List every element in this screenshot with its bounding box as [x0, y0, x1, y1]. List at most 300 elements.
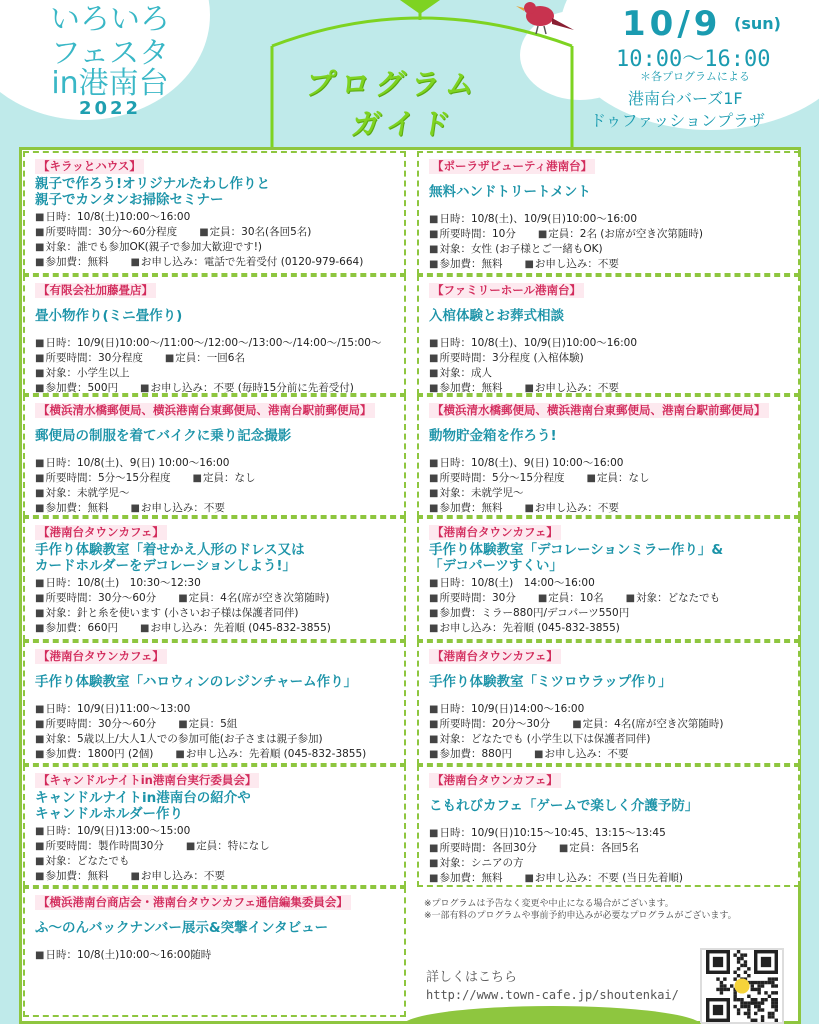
venue-line1: 港南台バーズ1F	[628, 89, 743, 108]
program-details	[35, 456, 396, 516]
detail-item	[130, 501, 224, 516]
detail-item	[175, 747, 366, 762]
detail-text: 対象：小学生以上	[45, 367, 130, 379]
detail-item	[35, 717, 156, 732]
detail-item	[429, 576, 595, 591]
square-bullet-icon: ■	[429, 719, 439, 730]
square-bullet-icon: ■	[429, 458, 439, 469]
detail-item	[429, 381, 502, 395]
square-bullet-icon: ■	[35, 856, 45, 867]
detail-row	[35, 255, 396, 270]
program-organizer: 【港南台タウンカフェ】	[429, 525, 561, 540]
detail-text: お申し込み：不要	[534, 382, 619, 394]
square-bullet-icon: ■	[429, 623, 439, 634]
detail-row	[35, 366, 396, 381]
detail-item	[429, 366, 492, 381]
program-details	[429, 576, 790, 636]
detail-item	[35, 225, 177, 240]
detail-text: 所要時間：製作時間30分	[45, 840, 164, 852]
detail-text: 対象：女性 (お子様とご一緒もOK)	[439, 243, 603, 255]
detail-text: 参加費：無料	[45, 256, 109, 268]
detail-row	[35, 486, 396, 501]
detail-row	[429, 826, 790, 841]
detail-row	[35, 381, 396, 395]
program-title: 入棺体験とお葬式相談	[429, 308, 564, 324]
square-bullet-icon: ■	[140, 383, 150, 394]
square-bullet-icon: ■	[429, 749, 439, 760]
detail-item	[538, 591, 604, 606]
detail-text: 定員：一回6名	[175, 352, 245, 364]
square-bullet-icon: ■	[35, 841, 45, 852]
detail-text: お申し込み：先着順 (045-832-3855)	[185, 748, 367, 760]
square-bullet-icon: ■	[429, 488, 439, 499]
program-details	[429, 456, 790, 516]
program-organizer: 【港南台タウンカフェ】	[35, 525, 167, 540]
square-bullet-icon: ■	[35, 578, 45, 589]
detail-text: 参加費：500円	[45, 382, 118, 394]
detail-item	[429, 591, 516, 606]
detail-text: 所要時間：20分〜30分	[439, 718, 551, 730]
detail-text: 日時：10/8(土)10:00〜16:00随時	[45, 949, 212, 961]
square-bullet-icon: ■	[572, 719, 582, 730]
detail-item	[35, 854, 129, 869]
detail-text: 日時：10/8(土) 14:00〜16:00	[439, 577, 595, 589]
detail-item	[140, 381, 354, 395]
festival-title-line3: in港南台	[51, 66, 169, 101]
detail-text: 対象：5歳以上/大人1人での参加可能(お子さまは親子参加)	[45, 733, 323, 745]
program-card	[23, 275, 406, 395]
program-card	[417, 765, 800, 887]
detail-row	[35, 747, 396, 762]
program-card	[417, 275, 800, 395]
detail-text: 参加費：無料	[45, 870, 109, 882]
square-bullet-icon: ■	[429, 503, 439, 514]
detail-item	[130, 255, 363, 270]
square-bullet-icon: ■	[558, 843, 569, 854]
square-bullet-icon: ■	[35, 623, 45, 634]
square-bullet-icon: ■	[524, 503, 534, 514]
square-bullet-icon: ■	[130, 257, 140, 268]
detail-text: 参加費：880円	[439, 748, 512, 760]
square-bullet-icon: ■	[429, 828, 439, 839]
program-title: 親子で作ろう!オリジナルたわし作りと 親子でカンタンお掃除セミナー	[35, 176, 270, 208]
detail-row	[429, 606, 790, 621]
detail-row	[429, 732, 790, 747]
program-title: キャンドルナイトin港南台の紹介や キャンドルホルダー作り	[35, 790, 251, 822]
detail-row	[429, 856, 790, 871]
detail-text: 所要時間：10分	[439, 228, 516, 240]
detail-item	[429, 747, 512, 762]
detail-text: 対象：成人	[439, 367, 492, 379]
detail-row	[429, 501, 790, 516]
detail-row	[429, 257, 790, 272]
guide-title-line2: ガイド	[349, 107, 459, 141]
detail-text: 対象：針と糸を使います (小さいお子様は保護者同伴)	[45, 607, 299, 619]
detail-item	[199, 225, 311, 240]
detail-row	[429, 576, 790, 591]
detail-item	[429, 841, 537, 856]
detail-text: 対象：どなたでも	[636, 592, 721, 604]
detail-row	[429, 242, 790, 257]
square-bullet-icon: ■	[192, 473, 202, 484]
program-card	[23, 765, 406, 887]
square-bullet-icon: ■	[164, 353, 175, 364]
program-card	[417, 151, 800, 275]
detail-text: お申し込み：不要	[544, 748, 629, 760]
detail-item	[524, 501, 618, 516]
square-bullet-icon: ■	[429, 383, 439, 394]
notes	[424, 898, 784, 922]
square-bullet-icon: ■	[537, 593, 548, 604]
detail-item	[538, 227, 703, 242]
square-bullet-icon: ■	[130, 503, 140, 514]
detail-text: 所要時間：5分〜15分程度	[439, 472, 565, 484]
square-bullet-icon: ■	[35, 368, 45, 379]
detail-text: 参加費：無料	[45, 502, 109, 514]
square-bullet-icon: ■	[35, 353, 45, 364]
square-bullet-icon: ■	[35, 227, 45, 238]
detail-text: 参加費：660円	[45, 622, 118, 634]
detail-item	[626, 591, 720, 606]
program-organizer: 【横浜清水橋郵便局、横浜港南台東郵便局、港南台駅前郵便局】	[429, 403, 769, 418]
program-title: 郵便局の制服を着てバイクに乗り記念撮影	[35, 428, 292, 444]
square-bullet-icon: ■	[524, 259, 534, 270]
detail-item	[35, 240, 262, 255]
detail-item	[35, 839, 164, 854]
detail-row	[35, 471, 396, 486]
program-title: ふ〜のんバックナンバー展示&突撃インタビュー	[35, 920, 329, 936]
detail-row	[35, 456, 396, 471]
program-details	[35, 824, 396, 884]
detail-row	[35, 621, 396, 636]
program-organizer: 【港南台タウンカフェ】	[35, 649, 167, 664]
detail-text: 対象：どなたでも	[45, 855, 130, 867]
detail-row	[35, 576, 396, 591]
square-bullet-icon: ■	[429, 338, 439, 349]
square-bullet-icon: ■	[429, 843, 439, 854]
detail-item	[140, 621, 331, 636]
detail-text: お申し込み：不要 (当日先着順)	[534, 872, 683, 884]
detail-row	[35, 854, 396, 869]
program-details	[35, 210, 396, 270]
detail-item	[35, 456, 229, 471]
more-info-label: 詳しくはこちら	[426, 970, 518, 985]
program-organizer: 【有限会社加藤畳店】	[35, 283, 156, 298]
detail-text: 日時：10/9(日)11:00〜13:00	[45, 703, 191, 715]
detail-text: 所要時間：30分〜60分程度	[45, 226, 178, 238]
detail-row	[429, 212, 790, 227]
detail-item	[534, 747, 628, 762]
detail-text: 定員：2名 (お席が空き次第随時)	[548, 228, 703, 240]
square-bullet-icon: ■	[524, 873, 534, 884]
qr-code-icon[interactable]	[700, 948, 784, 1024]
detail-text: 日時：10/9(日)13:00〜15:00	[45, 825, 191, 837]
detail-item	[186, 839, 270, 854]
program-organizer: 【キャンドルナイトin港南台実行委員会】	[35, 773, 259, 788]
detail-text: 日時：10/9(日)10:00〜/11:00〜/12:00〜/13:00〜/14:00〜/15:00〜	[45, 337, 382, 349]
detail-item	[35, 255, 108, 270]
detail-text: 定員：5組	[188, 718, 238, 730]
detail-row	[429, 486, 790, 501]
detail-item	[35, 576, 201, 591]
detail-text: 定員：10名	[548, 592, 604, 604]
square-bullet-icon: ■	[524, 383, 534, 394]
square-bullet-icon: ■	[35, 950, 45, 961]
square-bullet-icon: ■	[429, 873, 439, 884]
event-day-of-week: (sun)	[734, 14, 781, 33]
guide-title-line1: プログラム	[303, 67, 483, 101]
square-bullet-icon: ■	[429, 608, 439, 619]
detail-item	[429, 471, 565, 486]
detail-text: 定員：4名(席が空き次第随時)	[188, 592, 330, 604]
festival-title-line2: フェスタ	[50, 36, 170, 71]
square-bullet-icon: ■	[35, 458, 45, 469]
program-details	[429, 336, 790, 395]
detail-row	[429, 591, 790, 606]
program-title: 畳小物作り(ミニ畳作り)	[35, 308, 183, 324]
detail-item	[429, 826, 666, 841]
detail-item	[35, 501, 108, 516]
detail-text: 対象：未就学児〜	[45, 487, 130, 499]
program-organizer: 【横浜清水橋郵便局、横浜港南台東郵便局、港南台駅前郵便局】	[35, 403, 375, 418]
festival-title-line1: いろいろ	[50, 2, 170, 37]
detail-item	[165, 351, 245, 366]
program-title: 手作り体験教室「デコレーションミラー作り」& 「デコパーツすくい」	[429, 542, 724, 574]
detail-text: 定員：なし	[596, 472, 650, 484]
square-bullet-icon: ■	[429, 473, 439, 484]
square-bullet-icon: ■	[429, 858, 439, 869]
detail-row	[429, 471, 790, 486]
square-bullet-icon: ■	[175, 749, 185, 760]
detail-item	[35, 702, 190, 717]
detail-text: 参加費：無料	[439, 502, 503, 514]
detail-item	[35, 351, 143, 366]
detail-item	[193, 471, 256, 486]
square-bullet-icon: ■	[185, 841, 196, 852]
detail-item	[130, 869, 224, 884]
square-bullet-icon: ■	[429, 578, 439, 589]
detail-row	[429, 841, 790, 856]
detail-text: お申し込み：先着順 (045-832-3855)	[439, 622, 620, 634]
program-card	[23, 887, 406, 1017]
detail-item	[429, 486, 523, 501]
detail-text: 参加費：無料	[439, 872, 503, 884]
detail-row	[35, 948, 396, 963]
detail-text: 日時：10/8(土) 10:30〜12:30	[45, 577, 201, 589]
program-title: 無料ハンドトリートメント	[429, 184, 591, 200]
square-bullet-icon: ■	[130, 871, 140, 882]
detail-item	[35, 732, 323, 747]
program-card	[23, 395, 406, 517]
square-bullet-icon: ■	[35, 383, 45, 394]
detail-row	[35, 824, 396, 839]
detail-item	[178, 591, 329, 606]
detail-text: 参加費：ミラー880円/デコパーツ550円	[439, 607, 630, 619]
detail-text: 所要時間：30分	[439, 592, 516, 604]
program-details	[429, 212, 790, 272]
square-bullet-icon: ■	[35, 704, 45, 715]
detail-text: お申し込み：不要	[534, 258, 619, 270]
detail-text: 定員：4名(席が空き次第随時)	[582, 718, 724, 730]
detail-item	[35, 606, 298, 621]
square-bullet-icon: ■	[35, 826, 45, 837]
square-bullet-icon: ■	[140, 623, 150, 634]
more-info-link[interactable]: http://www.town-cafe.jp/shoutenkai/	[426, 988, 679, 1002]
program-organizer: 【港南台タウンカフェ】	[429, 649, 561, 664]
detail-item	[35, 869, 108, 884]
square-bullet-icon: ■	[35, 608, 45, 619]
detail-text: 対象：シニアの方	[439, 857, 524, 869]
program-organizer: 【ファミリーホール港南台】	[429, 283, 584, 298]
program-card	[417, 395, 800, 517]
square-bullet-icon: ■	[178, 719, 188, 730]
square-bullet-icon: ■	[537, 229, 548, 240]
detail-row	[35, 869, 396, 884]
detail-row	[35, 717, 396, 732]
detail-item	[35, 366, 129, 381]
detail-row	[35, 351, 396, 366]
program-details	[35, 576, 396, 636]
detail-text: 日時：10/8(土)、10/9(日)10:00〜16:00	[439, 213, 638, 225]
square-bullet-icon: ■	[429, 593, 439, 604]
program-organizer: 【ポーラザビューティ港南台】	[429, 159, 595, 174]
detail-item	[429, 257, 502, 272]
detail-item	[35, 210, 190, 225]
event-date: 10/9	[622, 4, 722, 44]
square-bullet-icon: ■	[35, 503, 45, 514]
detail-row	[35, 732, 396, 747]
detail-text: 参加費：無料	[439, 258, 503, 270]
detail-item	[35, 486, 129, 501]
program-title: こもれびカフェ「ゲームで楽しく介護予防」	[429, 798, 699, 814]
detail-row	[429, 702, 790, 717]
event-time-note: ＊各プログラムによる	[640, 70, 750, 83]
detail-item	[35, 381, 118, 395]
square-bullet-icon: ■	[429, 368, 439, 379]
square-bullet-icon: ■	[429, 214, 439, 225]
square-bullet-icon: ■	[35, 719, 45, 730]
detail-text: 所要時間：各回30分	[439, 842, 537, 854]
detail-text: お申し込み：不要	[534, 502, 619, 514]
detail-text: 所要時間：3分程度 (入棺体験)	[439, 352, 584, 364]
detail-item	[429, 242, 603, 257]
detail-row	[35, 606, 396, 621]
detail-row	[429, 381, 790, 395]
detail-text: 対象：未就学児〜	[439, 487, 524, 499]
detail-text: 日時：10/9(日)14:00〜16:00	[439, 703, 585, 715]
square-bullet-icon: ■	[35, 593, 45, 604]
detail-row	[429, 456, 790, 471]
detail-text: お申し込み：先着順 (045-832-3855)	[150, 622, 331, 634]
detail-text: お申し込み：不要	[140, 870, 225, 882]
detail-item	[524, 257, 618, 272]
detail-text: 参加費：1800円 (2個)	[45, 748, 154, 760]
square-bullet-icon: ■	[35, 871, 45, 882]
detail-row	[429, 621, 790, 636]
detail-item	[429, 702, 584, 717]
program-title: 手作り体験教室「着せかえ人形のドレス又は カードホルダーをデコレーションしよう!」	[35, 542, 305, 574]
square-bullet-icon: ■	[429, 229, 439, 240]
square-bullet-icon: ■	[35, 257, 45, 268]
detail-row	[429, 336, 790, 351]
detail-item	[429, 227, 516, 242]
detail-item	[572, 717, 723, 732]
detail-text: 日時：10/9(日)10:15〜10:45、13:15〜13:45	[439, 827, 666, 839]
detail-item	[35, 336, 381, 351]
detail-row	[35, 591, 396, 606]
square-bullet-icon: ■	[35, 749, 45, 760]
detail-text: 所要時間：5分〜15分程度	[45, 472, 171, 484]
detail-row	[429, 747, 790, 762]
square-bullet-icon: ■	[35, 338, 45, 349]
program-organizer: 【横浜港南台商店会・港南台タウンカフェ通信編集委員会】	[35, 895, 351, 910]
festival-year: 2022	[78, 98, 142, 119]
note-line2: ※一部有料のプログラムや事前予約申込みが必要なプログラムがございます。	[424, 911, 737, 921]
venue-line2: ドゥファッションプラザ	[590, 111, 765, 130]
detail-item	[178, 717, 237, 732]
program-details	[429, 826, 790, 886]
detail-text: 定員：30名(各回5名)	[209, 226, 312, 238]
detail-row	[35, 225, 396, 240]
detail-text: 所要時間：30分〜60分	[45, 592, 157, 604]
detail-text: 定員：なし	[202, 472, 256, 484]
square-bullet-icon: ■	[35, 212, 45, 223]
detail-row	[429, 366, 790, 381]
program-details	[35, 336, 396, 395]
detail-row	[429, 351, 790, 366]
program-details	[35, 702, 396, 762]
detail-text: お申し込み：不要 (毎時15分前に先着受付)	[150, 382, 354, 394]
detail-item	[429, 501, 502, 516]
program-details	[35, 948, 396, 963]
detail-row	[35, 240, 396, 255]
square-bullet-icon: ■	[178, 593, 188, 604]
detail-row	[429, 717, 790, 732]
detail-row	[429, 871, 790, 886]
detail-item	[559, 841, 639, 856]
program-title: 手作り体験教室「ハロウィンのレジンチャーム作り」	[35, 674, 358, 690]
detail-item	[429, 606, 629, 621]
square-bullet-icon: ■	[35, 488, 45, 499]
detail-row	[35, 336, 396, 351]
program-card	[417, 517, 800, 641]
detail-item	[35, 591, 156, 606]
detail-text: 定員：各回5名	[569, 842, 639, 854]
detail-row	[429, 227, 790, 242]
bird-icon	[516, 2, 574, 34]
detail-text: お申し込み：電話で先着受付 (0120-979-664)	[140, 256, 364, 268]
program-card	[417, 641, 800, 765]
program-organizer: 【キラッとハウス】	[35, 159, 144, 174]
detail-item	[35, 948, 211, 963]
detail-item	[429, 212, 637, 227]
detail-item	[524, 871, 682, 886]
detail-text: 日時：10/8(土)、10/9(日)10:00〜16:00	[439, 337, 638, 349]
detail-text: お申し込み：不要	[140, 502, 225, 514]
detail-text: 日時：10/8(土)、9(日) 10:00〜16:00	[439, 457, 624, 469]
detail-item	[35, 621, 118, 636]
program-title: 手作り体験教室「ミツロウラップ作り」	[429, 674, 672, 690]
square-bullet-icon: ■	[586, 473, 596, 484]
square-bullet-icon: ■	[429, 259, 439, 270]
program-organizer: 【港南台タウンカフェ】	[429, 773, 561, 788]
detail-text: 所要時間：30分〜60分	[45, 718, 157, 730]
detail-text: 所要時間：30分程度	[45, 352, 143, 364]
note-line1: ※プログラムは予告なく変更や中止になる場合がございます。	[424, 899, 674, 909]
square-bullet-icon: ■	[199, 227, 209, 238]
detail-item	[429, 717, 550, 732]
detail-item	[429, 732, 650, 747]
